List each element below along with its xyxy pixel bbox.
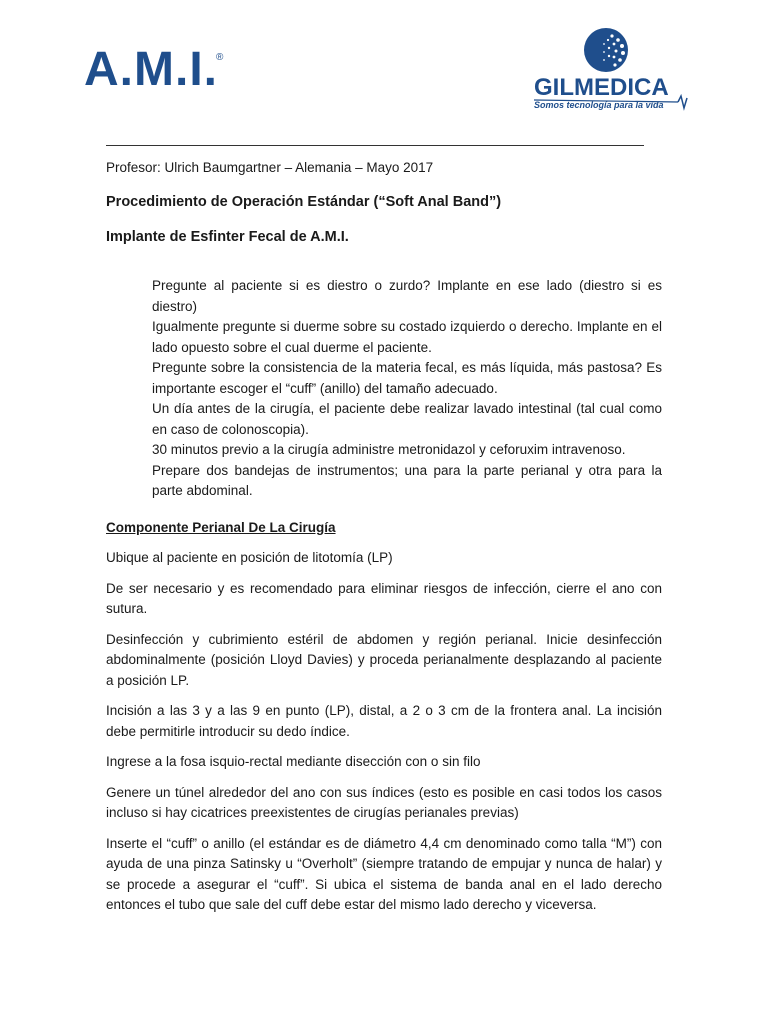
document-title: Procedimiento de Operación Estándar (“Soft Anal Band”) (106, 194, 502, 210)
section-title: Componente Perianal De La Cirugía (106, 520, 336, 535)
pre-op-step: Pregunte al paciente si es diestro o zurdo? Implante en ese lado (diestro si es diestro) (152, 278, 662, 314)
procedure-paragraphs (106, 548, 662, 926)
procedure-paragraph: Ingrese a la fosa isquio-rectal mediante disección con o sin filo (106, 754, 481, 769)
header-line: Profesor: Ulrich Baumgartner – Alemania – Mayo 2017 (106, 160, 434, 175)
procedure-paragraph: Desinfección y cubrimiento estéril de abdomen y región perianal. Inicie desinfección abdominalmente (posición Lloyd Davies) y proceda perianalmente desplazando al paciente a posición LP. (106, 631, 662, 688)
procedure-paragraph: Ubique al paciente en posición de litotomía (LP) (106, 550, 393, 565)
procedure-paragraph: De ser necesario y es recomendado para eliminar riesgos de infección, cierre el ano con sutura. (106, 580, 662, 616)
pre-op-step: Prepare dos bandejas de instrumentos; una para la parte perianal y otra para la parte abdominal. (152, 462, 662, 498)
gilmedica-tagline: Somos tecnología para la vida (534, 100, 664, 110)
pre-op-step: Igualmente pregunte si duerme sobre su costado izquierdo o derecho. Implante en el lado opuesto sobre el cual duerme el paciente. (152, 319, 662, 355)
document-subtitle: Implante de Esfinter Fecal de A.M.I. (106, 229, 349, 245)
gilmedica-name: GILMEDICA (534, 74, 669, 101)
header-divider (106, 145, 644, 146)
pre-op-step: Pregunte sobre la consistencia de la materia fecal, es más líquida, más pastosa? Es importante escoger el “cuff” (anillo) del tamaño adecuado. (152, 360, 662, 396)
procedure-paragraph: Incisión a las 3 y a las 9 en punto (LP), distal, a 2 o 3 cm de la frontera anal. La incisión debe permitirle introducir su dedo índice. (106, 703, 662, 739)
procedure-paragraph: Inserte el “cuff” o anillo (el estándar es de diámetro 4,4 cm denominado como talla “M”) con ayuda de una pinza Satinsky u “Overholt” (siempre tratando de empujar y nunca de halar) y se procede a asegurar el “cuff”. Si ubica el sistema de banda anal en el lado derecho entonces el tubo que sale del cuff debe estar del mismo lado derecho y viceversa. (106, 835, 662, 912)
ami-logo-text: A.M.I. (84, 43, 218, 96)
procedure-paragraph: Genere un túnel alrededor del ano con sus índices (esto es posible en casi todos los casos incluso si hay cicatrices preexistentes de cirugías perianales previas) (106, 784, 662, 820)
ami-logo (84, 43, 218, 96)
gilmedica-logo (528, 26, 688, 116)
pre-op-step: 30 minutos previo a la cirugía administre metronidazol y ceforuxim intravenoso. (152, 442, 626, 457)
registered-mark: ® (216, 52, 224, 63)
pre-op-steps (152, 276, 662, 502)
pre-op-step: Un día antes de la cirugía, el paciente debe realizar lavado intestinal (tal cual como en caso de colonoscopia). (152, 401, 662, 437)
